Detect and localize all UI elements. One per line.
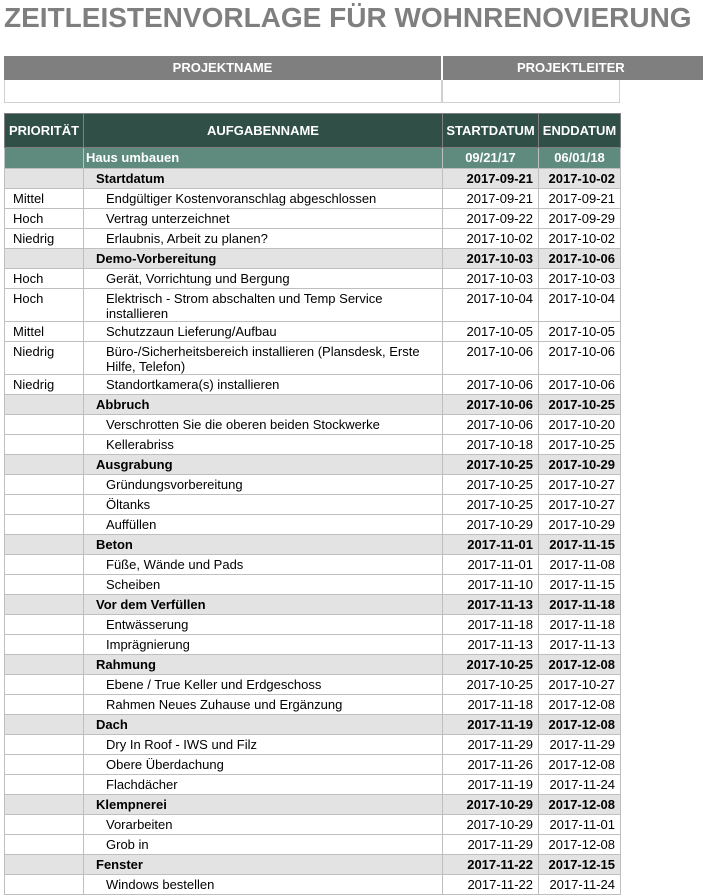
priority-cell[interactable] — [5, 495, 84, 515]
project-value-row — [4, 80, 703, 103]
priority-cell[interactable] — [5, 595, 84, 615]
priority-cell[interactable] — [5, 415, 84, 435]
task-name-cell[interactable]: Öltanks — [84, 495, 443, 515]
start-date-cell[interactable]: 2017-10-06 — [443, 395, 539, 415]
priority-cell[interactable] — [5, 695, 84, 715]
start-date-cell[interactable]: 2017-11-01 — [443, 555, 539, 575]
project-leader-cell[interactable] — [442, 80, 620, 103]
end-date-cell[interactable]: 2017-10-27 — [539, 475, 621, 495]
task-name-cell[interactable]: Büro-/Sicherheitsbereich installieren (Plansdesk, Erste Hilfe, Telefon) — [84, 342, 443, 375]
end-date-header: ENDDATUM — [539, 114, 621, 148]
end-date-cell[interactable]: 2017-11-15 — [539, 575, 621, 595]
end-date-cell[interactable]: 2017-11-08 — [539, 555, 621, 575]
end-date-cell[interactable]: 2017-10-05 — [539, 322, 621, 342]
start-date-cell[interactable]: 2017-10-29 — [443, 795, 539, 815]
start-date-cell[interactable]: 2017-10-04 — [443, 289, 539, 322]
priority-cell[interactable]: Hoch — [5, 289, 84, 322]
task-name-cell[interactable]: Dach — [84, 715, 443, 735]
task-row — [5, 375, 621, 395]
task-row — [5, 435, 621, 455]
phase-row — [5, 855, 621, 875]
priority-cell[interactable] — [5, 855, 84, 875]
priority-cell[interactable] — [5, 455, 84, 475]
task-row — [5, 289, 621, 322]
end-date-cell[interactable]: 2017-10-06 — [539, 342, 621, 375]
task-name-cell[interactable]: Entwässerung — [84, 615, 443, 635]
end-date-cell[interactable]: 2017-12-08 — [539, 755, 621, 775]
end-date-cell[interactable]: 2017-09-29 — [539, 209, 621, 229]
timeline-table — [4, 113, 621, 895]
task-name-cell[interactable]: Schutzzaun Lieferung/Aufbau — [84, 322, 443, 342]
end-date-cell[interactable]: 2017-10-29 — [539, 455, 621, 475]
task-name-cell[interactable]: Abbruch — [84, 395, 443, 415]
priority-cell[interactable] — [5, 755, 84, 775]
task-name-cell[interactable]: Startdatum — [84, 169, 443, 189]
start-date-cell[interactable]: 2017-10-02 — [443, 229, 539, 249]
project-name-cell[interactable] — [4, 80, 442, 103]
start-date-cell[interactable]: 2017-10-06 — [443, 415, 539, 435]
priority-cell[interactable]: Niedrig — [5, 375, 84, 395]
task-row — [5, 635, 621, 655]
task-name-cell[interactable]: Vertrag unterzeichnet — [84, 209, 443, 229]
start-date-cell[interactable]: 2017-11-29 — [443, 835, 539, 855]
end-date-cell[interactable]: 2017-10-02 — [539, 229, 621, 249]
task-name-cell[interactable]: Elektrisch - Strom abschalten und Temp Service installieren — [84, 289, 443, 322]
priority-cell[interactable] — [5, 435, 84, 455]
task-row — [5, 229, 621, 249]
start-date-cell[interactable]: 2017-11-29 — [443, 735, 539, 755]
end-date-cell[interactable]: 2017-11-01 — [539, 815, 621, 835]
task-row — [5, 575, 621, 595]
phase-row — [5, 535, 621, 555]
start-date-cell[interactable]: 2017-10-25 — [443, 675, 539, 695]
task-name-cell[interactable]: Obere Überdachung — [84, 755, 443, 775]
task-row — [5, 835, 621, 855]
start-date-cell[interactable]: 2017-10-25 — [443, 455, 539, 475]
task-name-cell[interactable]: Kellerabriss — [84, 435, 443, 455]
task-name-cell[interactable]: Füße, Wände und Pads — [84, 555, 443, 575]
task-row — [5, 189, 621, 209]
task-row — [5, 269, 621, 289]
task-name-cell[interactable]: Endgültiger Kostenvoranschlag abgeschlossen — [84, 189, 443, 209]
project-info — [4, 56, 703, 103]
start-date-cell[interactable]: 2017-11-13 — [443, 595, 539, 615]
end-date-cell[interactable]: 2017-12-08 — [539, 655, 621, 675]
end-date-cell[interactable]: 2017-10-20 — [539, 415, 621, 435]
start-date-cell[interactable]: 2017-10-25 — [443, 475, 539, 495]
task-name-cell[interactable]: Erlaubnis, Arbeit zu planen? — [84, 229, 443, 249]
task-name-cell[interactable]: Vor dem Verfüllen — [84, 595, 443, 615]
phase-row — [5, 395, 621, 415]
priority-cell[interactable] — [5, 775, 84, 795]
task-name-cell[interactable]: Auffüllen — [84, 515, 443, 535]
start-date-cell[interactable]: 2017-09-21 — [443, 189, 539, 209]
task-row — [5, 475, 621, 495]
task-name-header: AUFGABENNAME — [84, 114, 443, 148]
task-name-cell[interactable]: Gerät, Vorrichtung und Bergung — [84, 269, 443, 289]
start-date-cell[interactable]: 2017-10-25 — [443, 655, 539, 675]
start-date-cell[interactable]: 2017-11-10 — [443, 575, 539, 595]
group-name: Haus umbauen — [84, 148, 443, 169]
task-name-cell[interactable]: Rahmung — [84, 655, 443, 675]
task-name-cell[interactable]: Demo-Vorbereitung — [84, 249, 443, 269]
task-row — [5, 875, 621, 895]
end-date-cell[interactable]: 2017-10-25 — [539, 435, 621, 455]
start-date-cell[interactable]: 2017-10-18 — [443, 435, 539, 455]
task-row — [5, 695, 621, 715]
priority-cell[interactable] — [5, 655, 84, 675]
priority-cell[interactable] — [5, 675, 84, 695]
task-name-cell[interactable]: Klempnerei — [84, 795, 443, 815]
priority-cell[interactable] — [5, 835, 84, 855]
priority-cell[interactable]: Mittel — [5, 322, 84, 342]
end-date-cell[interactable]: 2017-11-18 — [539, 615, 621, 635]
task-name-cell[interactable]: Imprägnierung — [84, 635, 443, 655]
priority-cell[interactable]: Niedrig — [5, 229, 84, 249]
end-date-cell[interactable]: 2017-11-29 — [539, 735, 621, 755]
end-date-cell[interactable]: 2017-10-02 — [539, 169, 621, 189]
end-date-cell[interactable]: 2017-11-15 — [539, 535, 621, 555]
priority-cell[interactable] — [5, 395, 84, 415]
start-date-header: STARTDATUM — [443, 114, 539, 148]
start-date-cell[interactable]: 2017-11-18 — [443, 695, 539, 715]
start-date-cell[interactable]: 2017-10-03 — [443, 249, 539, 269]
priority-header: PRIORITÄT — [5, 114, 84, 148]
end-date-cell[interactable]: 2017-11-24 — [539, 875, 621, 895]
priority-cell[interactable] — [5, 615, 84, 635]
priority-cell[interactable]: Mittel — [5, 189, 84, 209]
priority-cell[interactable] — [5, 875, 84, 895]
task-row — [5, 815, 621, 835]
priority-cell[interactable]: Hoch — [5, 269, 84, 289]
end-date-cell[interactable]: 2017-10-03 — [539, 269, 621, 289]
priority-cell[interactable]: Niedrig — [5, 342, 84, 375]
priority-cell[interactable] — [5, 715, 84, 735]
priority-cell[interactable] — [5, 635, 84, 655]
end-date-cell[interactable]: 2017-10-29 — [539, 515, 621, 535]
end-date-cell[interactable]: 2017-10-27 — [539, 675, 621, 695]
phase-row — [5, 595, 621, 615]
priority-cell[interactable] — [5, 169, 84, 189]
start-date-cell[interactable]: 2017-11-22 — [443, 855, 539, 875]
phase-row — [5, 795, 621, 815]
priority-cell[interactable] — [5, 795, 84, 815]
phase-row — [5, 169, 621, 189]
start-date-cell[interactable]: 2017-10-03 — [443, 269, 539, 289]
start-date-cell[interactable]: 2017-10-29 — [443, 515, 539, 535]
priority-cell[interactable] — [5, 475, 84, 495]
start-date-cell[interactable]: 2017-11-19 — [443, 715, 539, 735]
priority-cell[interactable] — [5, 735, 84, 755]
task-name-cell[interactable]: Fenster — [84, 855, 443, 875]
start-date-cell[interactable]: 2017-11-22 — [443, 875, 539, 895]
task-row — [5, 209, 621, 229]
end-date-cell[interactable]: 2017-12-08 — [539, 715, 621, 735]
task-name-cell[interactable]: Windows bestellen — [84, 875, 443, 895]
task-name-cell[interactable]: Gründungsvorbereitung — [84, 475, 443, 495]
task-row — [5, 735, 621, 755]
task-name-cell[interactable]: Dry In Roof - IWS und Filz — [84, 735, 443, 755]
task-name-cell[interactable]: Verschrotten Sie die oberen beiden Stockwerke — [84, 415, 443, 435]
task-name-cell[interactable]: Beton — [84, 535, 443, 555]
task-row — [5, 615, 621, 635]
phase-row — [5, 455, 621, 475]
end-date-cell[interactable]: 2017-10-04 — [539, 289, 621, 322]
start-date-cell[interactable]: 2017-09-22 — [443, 209, 539, 229]
end-date-cell[interactable]: 2017-12-08 — [539, 695, 621, 715]
task-row — [5, 495, 621, 515]
task-name-cell[interactable]: Grob in — [84, 835, 443, 855]
priority-cell[interactable] — [5, 575, 84, 595]
start-date-cell[interactable]: 2017-10-29 — [443, 815, 539, 835]
start-date-cell[interactable]: 2017-10-05 — [443, 322, 539, 342]
task-name-cell[interactable]: Scheiben — [84, 575, 443, 595]
end-date-cell[interactable]: 2017-10-06 — [539, 375, 621, 395]
task-name-cell[interactable]: Rahmen Neues Zuhause und Ergänzung — [84, 695, 443, 715]
task-name-cell[interactable]: Ebene / True Keller und Erdgeschoss — [84, 675, 443, 695]
end-date-cell[interactable]: 2017-10-06 — [539, 249, 621, 269]
start-date-cell[interactable]: 2017-11-26 — [443, 755, 539, 775]
priority-cell[interactable]: Hoch — [5, 209, 84, 229]
start-date-cell[interactable]: 2017-10-06 — [443, 342, 539, 375]
end-date-cell[interactable]: 2017-09-21 — [539, 189, 621, 209]
table-body — [5, 148, 621, 895]
task-row — [5, 342, 621, 375]
end-date-cell[interactable]: 2017-11-24 — [539, 775, 621, 795]
end-date-cell[interactable]: 2017-10-25 — [539, 395, 621, 415]
task-row — [5, 415, 621, 435]
priority-cell[interactable] — [5, 555, 84, 575]
end-date-cell[interactable]: 2017-12-08 — [539, 795, 621, 815]
group-row — [5, 148, 621, 169]
end-date-cell[interactable]: 2017-12-15 — [539, 855, 621, 875]
group-start-date: 09/21/17 — [443, 148, 539, 169]
page-title: ZEITLEISTENVORLAGE FÜR WOHNRENOVIERUNG — [4, 2, 692, 33]
task-row — [5, 755, 621, 775]
group-end-date: 06/01/18 — [539, 148, 621, 169]
priority-cell[interactable] — [5, 815, 84, 835]
end-date-cell[interactable]: 2017-10-27 — [539, 495, 621, 515]
task-name-cell[interactable]: Vorarbeiten — [84, 815, 443, 835]
task-row — [5, 322, 621, 342]
priority-cell[interactable] — [5, 535, 84, 555]
task-name-cell[interactable]: Standortkamera(s) installieren — [84, 375, 443, 395]
start-date-cell[interactable]: 2017-11-19 — [443, 775, 539, 795]
start-date-cell[interactable]: 2017-10-06 — [443, 375, 539, 395]
project-leader-label: PROJEKTLEITER — [443, 56, 703, 80]
task-row — [5, 515, 621, 535]
group-priority-cell — [5, 148, 84, 169]
priority-cell[interactable] — [5, 515, 84, 535]
start-date-cell[interactable]: 2017-11-01 — [443, 535, 539, 555]
end-date-cell[interactable]: 2017-11-18 — [539, 595, 621, 615]
start-date-cell[interactable]: 2017-11-18 — [443, 615, 539, 635]
project-header-row — [4, 56, 703, 80]
task-name-cell[interactable]: Ausgrabung — [84, 455, 443, 475]
priority-cell[interactable] — [5, 249, 84, 269]
task-name-cell[interactable]: Flachdächer — [84, 775, 443, 795]
end-date-cell[interactable]: 2017-12-08 — [539, 835, 621, 855]
task-row — [5, 555, 621, 575]
end-date-cell[interactable]: 2017-11-13 — [539, 635, 621, 655]
task-row — [5, 775, 621, 795]
phase-row — [5, 655, 621, 675]
start-date-cell[interactable]: 2017-09-21 — [443, 169, 539, 189]
task-row — [5, 675, 621, 695]
project-name-label: PROJEKTNAME — [4, 56, 441, 80]
start-date-cell[interactable]: 2017-11-13 — [443, 635, 539, 655]
start-date-cell[interactable]: 2017-10-25 — [443, 495, 539, 515]
phase-row — [5, 249, 621, 269]
table-header-row — [5, 114, 621, 148]
phase-row — [5, 715, 621, 735]
